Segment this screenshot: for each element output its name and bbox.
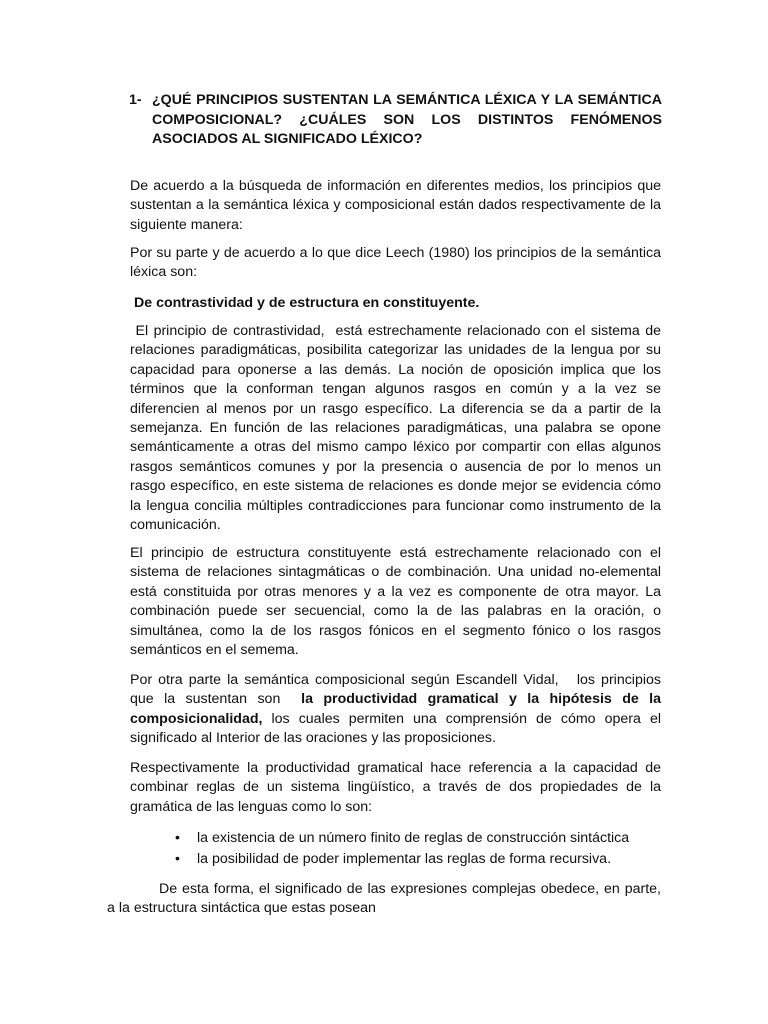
composicional-text-end: los cuales permiten una comprensión de cómo opera el significado al Interior de las oraciones y las proposiciones.	[130, 710, 665, 747]
bullet-icon: •	[175, 851, 180, 867]
list-item-text: la existencia de un número finito de reglas de construcción sintáctica	[197, 830, 630, 846]
composicional-bold-text: la productividad gramatical y la hipótesis de la composicionalidad,	[130, 691, 665, 727]
contrastividad-paragraph: El principio de contrastividad, está estrechamente relacionado con el sistema de relaciones paradigmáticas, posibilita categorizar las unidades de la lengua por su capacidad para oponerse a las demás. La noción de oposición implica que los términos que la conforman tengan algunos rasgos en común y a la vez se diferencien al menos por un rasgo específico. La diferencia se da a partir de la semejanza. En función de las relaciones paradigmáticas, una palabra se opone semánticamente a otras del mismo campo léxico por compartir con ellas algunos rasgos semánticos comunes y por la presencia o ausencia de por lo menos un rasgo específico, en este sistema de relaciones es donde mejor se evidencia cómo la lengua concilia múltiples contradicciones para funcionar como instrumento de la comunicación.	[130, 323, 665, 534]
list-item	[175, 849, 629, 870]
final-text: De esta forma, el significado de las expresiones complejas obedece, en parte, a la estructura sintáctica que estas posean	[107, 881, 661, 917]
final-paragraph	[107, 880, 661, 919]
list-item	[175, 828, 629, 849]
bullet-icon: •	[175, 830, 180, 846]
leech-paragraph: Por su parte y de acuerdo a lo que dice Leech (1980) los principios de la semántica léxica son:	[130, 245, 661, 281]
productividad-paragraph: Respectivamente la productividad gramatical hace referencia a la capacidad de combinar reglas de un sistema lingüístico, a través de dos propiedades de la gramática de las lenguas como lo son:	[130, 760, 661, 815]
question-text: ¿QUÉ PRINCIPIOS SUSTENTAN LA SEMÁNTICA LÉXICA Y LA SEMÁNTICA COMPOSICIONAL? ¿CUÁLES SON LOS DISTINTOS FENÓMENOS ASOCIADOS AL SIGNIFICADO LÉXICO?	[152, 92, 662, 147]
bullet-list	[175, 828, 629, 870]
question-heading	[129, 91, 662, 150]
principles-subheading: De contrastividad y de estructura en constituyente.	[134, 295, 480, 311]
composicional-paragraph	[130, 671, 665, 749]
question-number: 1-	[129, 92, 142, 108]
intro-paragraph: De acuerdo a la búsqueda de información en diferentes medios, los principios que sustentan a la semántica léxica y composicional están dados respectivamente de la siguiente manera:	[130, 178, 661, 233]
composicional-text-start: Por otra parte la semántica composicional según Escandell Vidal, los principios que la sustentan son	[130, 672, 665, 708]
list-item-text: la posibilidad de poder implementar las reglas de forma recursiva.	[197, 851, 612, 867]
estructura-paragraph: El principio de estructura constituyente está estrechamente relacionado con el sistema de relaciones sintagmáticas o de combinación. Una unidad no-elemental está constituida por otras menores y a la vez es componente de otra mayor. La combinación puede ser secuencial, como la de las palabras en la oración, o simultánea, como la de los rasgos fónicos en el segmento fónico o los rasgos semánticos en el semema.	[130, 545, 661, 659]
